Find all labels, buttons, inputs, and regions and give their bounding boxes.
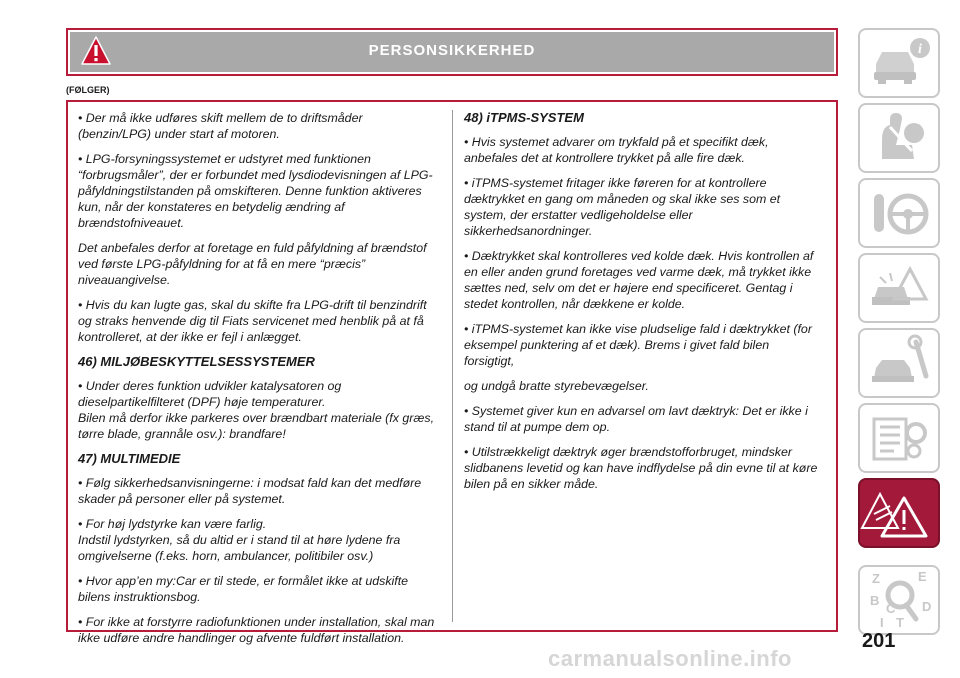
index-letter: E: [918, 569, 927, 584]
nav-tab-safety[interactable]: [858, 478, 940, 548]
nav-tab-seat-airbag[interactable]: [858, 103, 940, 173]
paragraph: • Under deres funktion udvikler katalysatoren og dieselpartikelfilteret (DPF) høje temperaturer.: [78, 379, 342, 409]
paragraph: • Utilstrækkeligt dæktryk øger brændstofforbruget, mindsker slidbanens levetid og kan have indflydelse på din evne til at køre bilen på en sikker måde.: [464, 445, 818, 491]
note-heading-48: 48) iTPMS-SYSTEM: [464, 110, 584, 125]
note-heading-46: 46) MILJØBESKYTTELSESSYSTEMER: [78, 354, 315, 369]
paragraph: • Hvis du kan lugte gas, skal du skifte fra LPG-drift til benzindrift og straks henvende dig til Fiats servicenet med henblik på at få kontrolleret, at der ikke er fejl i anlægget.: [78, 298, 427, 344]
right-column: [464, 110, 822, 501]
paragraph: • Dæktrykket skal kontrolleres ved kolde dæk. Hvis kontrollen af en eller anden grund foretages ved varme dæk, må trykket ikke sættes ned, selv om det er højere end specificeret. Gentag i stedet kontrollen, når dækkene er kolde.: [464, 249, 814, 311]
watermark: carmanualsonline.info: [548, 646, 792, 671]
paragraph: Indstil lydstyrken, så du altid er i stand til at høre lydene fra omgivelserne (f.eks. horn, ambulancer, politibiler osv.): [78, 533, 401, 563]
index-letter: D: [922, 599, 932, 614]
index-letter: T: [896, 615, 904, 630]
paragraph: Bilen må derfor ikke parkeres over brændbart materiale (fx græs, tørre blade, grannåle osv.): brandfare!: [78, 411, 435, 441]
safety-icon: [860, 480, 938, 546]
paragraph: • Der må ikke udføres skift mellem de to driftsmåder (benzin/LPG) under start af motoren.: [78, 111, 363, 141]
paragraph: • For høj lydstyrke kan være farlig.: [78, 517, 267, 531]
left-column: [78, 110, 436, 655]
seat-airbag-icon: [860, 105, 938, 171]
svg-text:i: i: [918, 42, 922, 57]
paragraph: • iTPMS-systemet kan ikke vise pludselige fald i dæktrykket (for eksempel punktering af et dæk). Brems i givet fald bilen forsigtigt,: [464, 322, 812, 368]
index-letter: C: [886, 601, 896, 616]
index-letter: I: [880, 615, 884, 630]
paragraph: • iTPMS-systemet fritager ikke føreren for at kontrollere dæktrykket en gang om måneden og skal ikke ses som et system, der erstatter vedligeholdelse eller sikkerhedsanordninger.: [464, 176, 781, 238]
paragraph: og undgå bratte styrebevægelser.: [464, 379, 649, 393]
page-number: 201: [862, 630, 896, 652]
column-divider: [452, 110, 453, 622]
paragraph: • Systemet giver kun en advarsel om lavt dæktryk: Det er ikke i stand til at pumpe dem op.: [464, 404, 808, 434]
content-box: [66, 100, 838, 645]
breakdown-icon: [860, 255, 938, 321]
paragraph: • Hvor app’en my:Car er til stede, er formålet ikke at udskifte bilens instruktionsbog.: [78, 574, 409, 604]
nav-tab-maintenance[interactable]: [858, 328, 940, 398]
paragraph: • Følg sikkerhedsanvisningerne: i modsat fald kan det medføre skader på personer eller på systemet.: [78, 476, 422, 506]
paragraph: • LPG-forsyningssystemet er udstyret med funktionen “forbrugsmåler”, der er forbundet med lysdiodevisningen af LPG-påfyldningstilstanden på omskifteren. Denne funktion aktiveres kun, når der konstateres en betydelig ændring af brændstofniveauet.: [78, 152, 433, 230]
section-banner: [66, 28, 838, 76]
car-info-icon: [860, 30, 938, 96]
section-subtitle: (FØLGER): [66, 85, 110, 95]
nav-tab-index[interactable]: [858, 565, 940, 635]
note-heading-47: 47) MULTIMEDIE: [78, 451, 181, 466]
nav-tab-dashboard[interactable]: [858, 178, 940, 248]
section-title: PERSONSIKKERHED: [368, 42, 536, 59]
index-letter: B: [870, 593, 880, 608]
nav-tab-specs[interactable]: [858, 403, 940, 473]
dashboard-icon: [860, 180, 938, 246]
nav-tab-car-info[interactable]: [858, 28, 940, 98]
maintenance-icon: [860, 330, 938, 396]
nav-tab-breakdown[interactable]: [858, 253, 940, 323]
paragraph: • For ikke at forstyrre radiofunktionen under installation, skal man ikke udføre andre handlinger og afvente fuldført installation.: [78, 615, 435, 645]
paragraph: • Hvis systemet advarer om trykfald på et specifikt dæk, anbefales det at kontrollere trykket på alle fire dæk.: [464, 135, 769, 165]
specs-icon: [860, 405, 938, 471]
paragraph: Det anbefales derfor at foretage en fuld påfyldning af brændstof ved første LPG-påfyldning for at få en mere “præcis” niveauangivelse.: [78, 241, 427, 287]
index-letter: Z: [872, 571, 880, 586]
index-icon: [860, 567, 938, 633]
